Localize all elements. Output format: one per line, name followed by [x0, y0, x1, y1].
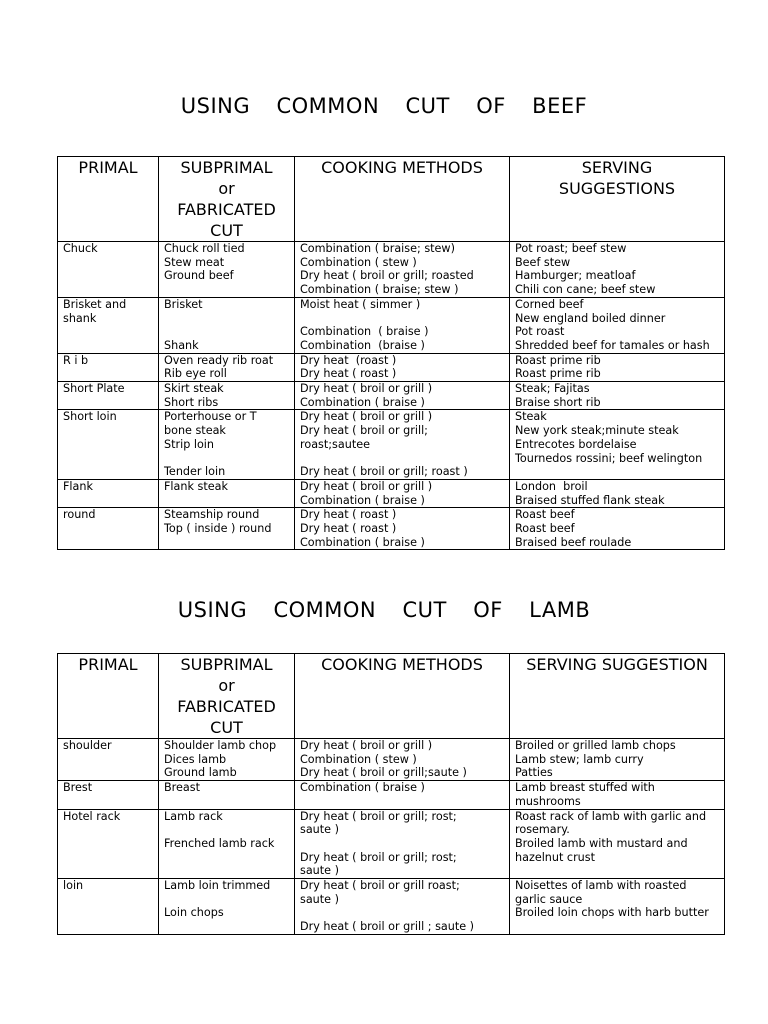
cell-text: Combination ( braise ): [300, 325, 429, 339]
cell-text: saute ): [300, 864, 339, 878]
lamb-header-row: [58, 654, 725, 739]
header-methods: [295, 654, 510, 739]
table-row: [58, 297, 725, 353]
table-row: [58, 353, 725, 381]
cell-text: Combination ( braise; stew): [300, 242, 455, 255]
cell-text: Shank: [164, 338, 199, 352]
cell-text: Combination ( stew ): [300, 255, 417, 269]
table-row: [58, 508, 725, 550]
cell-primal: [58, 353, 159, 381]
cell-text: Dry heat ( roast ): [300, 367, 397, 381]
cell-text: Noisettes of lamb with roasted: [515, 879, 687, 893]
cell-subprimal: [159, 382, 295, 410]
cell-methods: [295, 809, 510, 879]
cell-serving: [510, 879, 725, 935]
cell-serving: [510, 508, 725, 550]
header-text: CUT: [210, 718, 243, 737]
cell-text: shoulder: [63, 739, 112, 752]
cell-text: [300, 452, 504, 466]
cell-text: Brisket and: [63, 297, 127, 311]
cell-serving: [510, 809, 725, 879]
cell-primal: [58, 297, 159, 353]
cell-text: loin: [63, 879, 84, 893]
cell-text: Dry heat ( broil or grill; roast ): [300, 465, 468, 479]
cell-text: Flank: [63, 479, 93, 493]
cell-text: garlic sauce: [515, 892, 583, 906]
cell-text: Loin chops: [164, 906, 224, 920]
header-subprimal: [159, 157, 295, 242]
lamb-table-body: [58, 739, 725, 935]
header-text: COOKING METHODS: [321, 158, 483, 177]
cell-text: Flank steak: [164, 479, 228, 493]
cell-text: Dices lamb: [164, 752, 227, 766]
cell-text: Combination ( braise ): [300, 493, 425, 507]
cell-serving: [510, 781, 725, 809]
cell-text: London broil: [515, 479, 588, 493]
beef-table-body: [58, 242, 725, 550]
cell-text: Steak: [515, 410, 547, 424]
cell-text: New england boiled dinner: [515, 311, 666, 325]
beef-table-title: USING COMMON CUT OF BEEF: [180, 94, 588, 118]
cell-text: R i b: [63, 353, 89, 367]
cell-text: [164, 452, 289, 466]
table-row: [58, 739, 725, 781]
cell-text: Roast prime rib: [515, 367, 601, 381]
table-row: [58, 382, 725, 410]
cell-text: Shredded beef for tamales or hash: [515, 338, 710, 352]
cell-text: Dry heat ( broil or grill ): [300, 479, 433, 493]
cell-text: [300, 312, 504, 326]
cell-text: Broiled lamb with mustard and: [515, 836, 688, 850]
cell-text: Strip loin: [164, 437, 215, 451]
cell-text: [164, 823, 289, 837]
cell-text: New york steak;minute steak: [515, 424, 679, 438]
table-row: [58, 410, 725, 480]
cell-methods: [295, 781, 510, 809]
cell-text: Braised stuffed flank steak: [515, 493, 665, 507]
lamb-cuts-table: [57, 653, 725, 935]
cell-text: [300, 837, 504, 851]
cell-text: Chuck: [63, 242, 98, 255]
cell-methods: [295, 479, 510, 507]
cell-subprimal: [159, 479, 295, 507]
header-methods: [295, 157, 510, 242]
cell-text: Rib eye roll: [164, 367, 227, 381]
header-text: PRIMAL: [78, 655, 138, 674]
cell-methods: [295, 242, 510, 298]
cell-text: Roast beef: [515, 522, 575, 536]
cell-primal: [58, 508, 159, 550]
cell-methods: [295, 410, 510, 480]
cell-text: Ground beef: [164, 269, 234, 283]
cell-primal: [58, 879, 159, 935]
header-primal: [58, 654, 159, 739]
header-primal: [58, 157, 159, 242]
cell-text: Beef stew: [515, 255, 571, 269]
cell-subprimal: [159, 353, 295, 381]
cell-serving: [510, 382, 725, 410]
cell-primal: [58, 242, 159, 298]
cell-methods: [295, 879, 510, 935]
cell-text: [300, 906, 504, 920]
cell-serving: [510, 479, 725, 507]
cell-subprimal: [159, 781, 295, 809]
cell-text: Brest: [63, 781, 93, 795]
cell-text: [164, 893, 289, 907]
cell-text: Oven ready rib roat: [164, 353, 274, 367]
header-text: SUBPRIMAL: [180, 655, 273, 674]
cell-text: Dry heat ( broil or grill;saute ): [300, 766, 467, 780]
cell-text: Broiled or grilled lamb chops: [515, 739, 676, 752]
cell-text: Skirt steak: [164, 382, 224, 396]
cell-subprimal: [159, 809, 295, 879]
cell-text: Tournedos rossini; beef welington: [515, 451, 703, 465]
cell-subprimal: [159, 410, 295, 480]
cell-serving: [510, 297, 725, 353]
cell-text: Dry heat (roast ): [300, 353, 397, 367]
cell-text: Corned beef: [515, 297, 584, 311]
cell-text: Chili con cane; beef stew: [515, 283, 656, 297]
header-text: CUT: [210, 221, 243, 240]
header-text: SUBPRIMAL: [180, 158, 273, 177]
cell-text: Patties: [515, 766, 553, 780]
cell-text: roast;sautee: [300, 437, 370, 451]
header-text: FABRICATED: [177, 200, 276, 219]
header-text: FABRICATED: [177, 697, 276, 716]
cell-text: round: [63, 508, 96, 522]
cell-text: Dry heat ( broil or grill; rost;: [300, 850, 457, 864]
cell-text: Dry heat ( broil or grill ; saute ): [300, 920, 475, 934]
beef-cuts-table: [57, 156, 725, 550]
lamb-table-title: USING COMMON CUT OF LAMB: [177, 598, 591, 622]
cell-primal: [58, 382, 159, 410]
cell-text: Ground lamb: [164, 766, 237, 780]
cell-text: mushrooms: [515, 794, 581, 808]
cell-text: hazelnut crust: [515, 850, 595, 864]
cell-methods: [295, 353, 510, 381]
cell-text: Lamb loin trimmed: [164, 879, 271, 893]
cell-text: Steak; Fajitas: [515, 382, 590, 396]
cell-text: Chuck roll tied: [164, 242, 245, 255]
cell-primal: [58, 809, 159, 879]
cell-text: [164, 325, 289, 339]
cell-text: Combination ( stew ): [300, 752, 417, 766]
cell-text: saute ): [300, 892, 339, 906]
cell-text: Broiled loin chops with harb butter: [515, 906, 709, 920]
cell-text: Lamb breast stuffed with: [515, 781, 655, 795]
cell-methods: [295, 382, 510, 410]
cell-text: Pot roast; beef stew: [515, 242, 627, 255]
cell-methods: [295, 508, 510, 550]
cell-text: Lamb stew; lamb curry: [515, 752, 644, 766]
cell-serving: [510, 353, 725, 381]
cell-text: Pot roast: [515, 325, 565, 339]
cell-text: Braised beef roulade: [515, 535, 632, 549]
cell-text: Short loin: [63, 410, 117, 424]
header-text: COOKING METHODS: [321, 655, 483, 674]
cell-methods: [295, 297, 510, 353]
header-serving: [510, 157, 725, 242]
cell-text: Combination (braise ): [300, 338, 425, 352]
cell-serving: [510, 410, 725, 480]
cell-text: Breast: [164, 781, 200, 795]
table-row: [58, 479, 725, 507]
cell-text: Braise short rib: [515, 395, 601, 409]
cell-primal: [58, 739, 159, 781]
cell-primal: [58, 479, 159, 507]
cell-text: Dry heat ( broil or grill; roasted: [300, 269, 474, 283]
cell-text: Tender loin: [164, 465, 226, 479]
cell-text: Lamb rack: [164, 809, 223, 823]
cell-text: Roast rack of lamb with garlic and: [515, 809, 707, 823]
cell-text: Moist heat ( simmer ): [300, 297, 421, 311]
cell-serving: [510, 739, 725, 781]
cell-serving: [510, 242, 725, 298]
cell-text: Hamburger; meatloaf: [515, 269, 636, 283]
beef-header-row: [58, 157, 725, 242]
cell-text: rosemary.: [515, 823, 570, 837]
header-text: SERVING: [581, 158, 653, 177]
cell-text: Dry heat ( broil or grill ): [300, 410, 433, 424]
header-text: or: [218, 676, 235, 695]
header-serving: [510, 654, 725, 739]
cell-text: Short ribs: [164, 395, 219, 409]
cell-subprimal: [159, 739, 295, 781]
cell-text: Combination ( braise ): [300, 535, 425, 549]
cell-text: shank: [63, 311, 97, 325]
cell-subprimal: [159, 242, 295, 298]
header-text: PRIMAL: [78, 158, 138, 177]
cell-text: Porterhouse or T: [164, 410, 257, 424]
cell-text: Top ( inside ) round: [164, 522, 272, 536]
cell-text: Stew meat: [164, 255, 225, 269]
header-text: SERVING SUGGESTION: [526, 655, 708, 674]
cell-text: [164, 312, 289, 326]
cell-primal: [58, 781, 159, 809]
cell-text: Roast beef: [515, 508, 575, 522]
cell-text: saute ): [300, 823, 339, 837]
cell-text: Combination ( braise ): [300, 395, 425, 409]
cell-text: Combination ( braise ): [300, 781, 425, 795]
cell-primal: [58, 410, 159, 480]
cell-text: Frenched lamb rack: [164, 836, 275, 850]
table-row: [58, 242, 725, 298]
cell-text: Dry heat ( broil or grill ): [300, 739, 433, 752]
cell-text: Hotel rack: [63, 809, 121, 823]
table-row: [58, 809, 725, 879]
cell-text: bone steak: [164, 424, 226, 438]
cell-text: Dry heat ( roast ): [300, 508, 397, 522]
cell-text: Dry heat ( roast ): [300, 522, 397, 536]
table-row: [58, 879, 725, 935]
cell-text: Entrecotes bordelaise: [515, 437, 637, 451]
cell-subprimal: [159, 297, 295, 353]
header-subprimal: [159, 654, 295, 739]
cell-text: Dry heat ( broil or grill; rost;: [300, 809, 457, 823]
cell-text: Combination ( braise; stew ): [300, 283, 459, 297]
cell-text: Dry heat ( broil or grill roast;: [300, 879, 460, 893]
header-text: or: [218, 179, 235, 198]
cell-text: Brisket: [164, 297, 203, 311]
cell-text: Steamship round: [164, 508, 260, 522]
cell-text: Dry heat ( broil or grill;: [300, 424, 428, 438]
cell-subprimal: [159, 879, 295, 935]
cell-text: Short Plate: [63, 382, 125, 396]
cell-subprimal: [159, 508, 295, 550]
table-row: [58, 781, 725, 809]
cell-text: Dry heat ( broil or grill ): [300, 382, 433, 396]
cell-methods: [295, 739, 510, 781]
cell-text: Shoulder lamb chop: [164, 739, 277, 752]
cell-text: Roast prime rib: [515, 353, 601, 367]
header-text: SUGGESTIONS: [558, 179, 676, 198]
